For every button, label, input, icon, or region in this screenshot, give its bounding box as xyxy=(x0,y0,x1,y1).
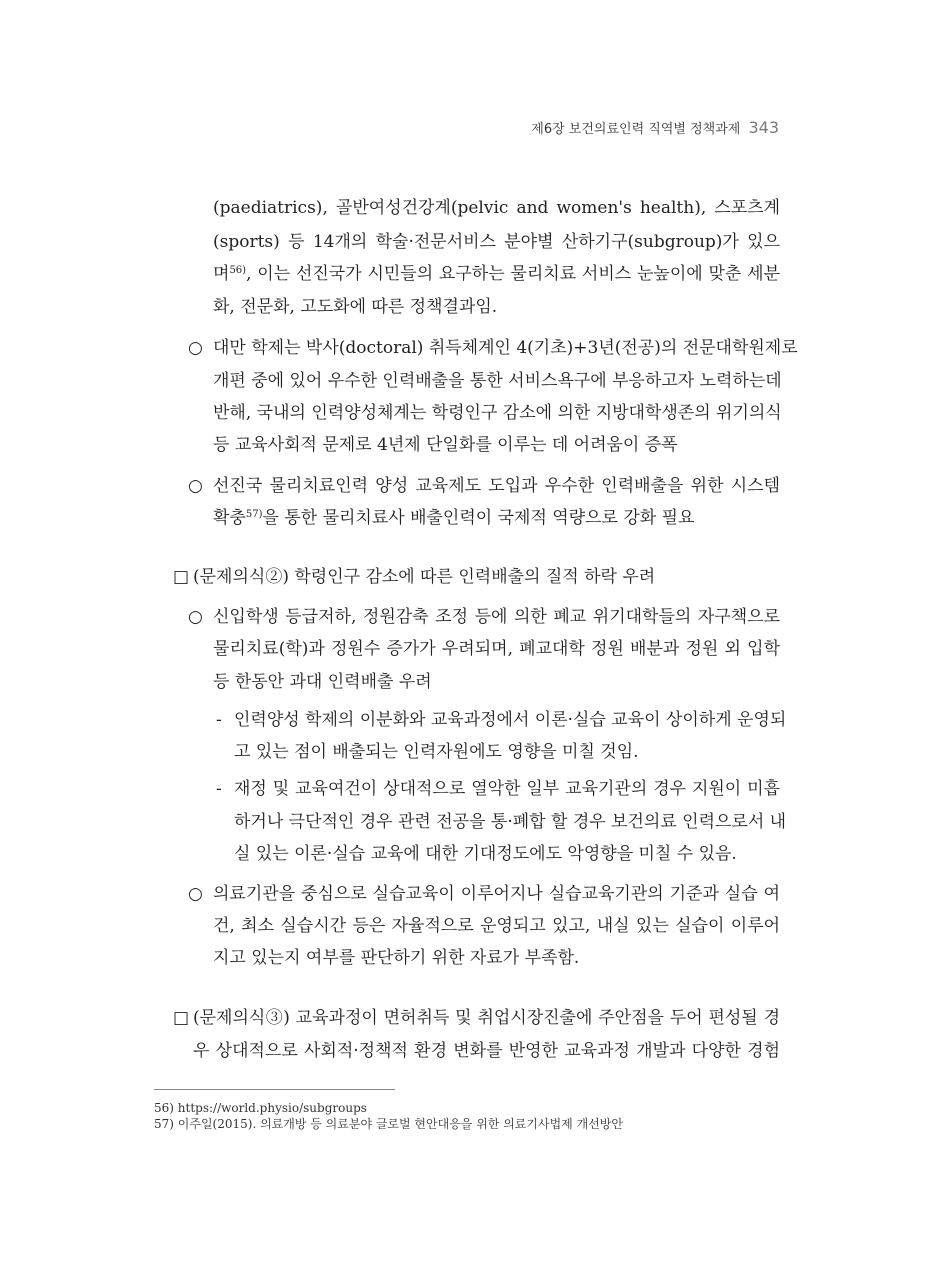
circle-bullet: ○ xyxy=(188,476,203,496)
dash-bullet: - xyxy=(216,779,222,799)
bullet-line: 물리치료(학)과 정원수 증가가 우려되며, 폐교대학 정원 배분과 정원 외 입학 xyxy=(213,639,780,659)
footnote-ref-56: 56) xyxy=(229,265,247,276)
dash-line: 실 있는 이론·실습 교육에 대한 기대정도에도 악영향을 미칠 수 있음. xyxy=(234,844,737,864)
square-bullet: □ xyxy=(173,1008,190,1028)
footnote-divider xyxy=(154,1089,395,1090)
footnote-57: 57) 이주일(2015). 의료개방 등 의료분야 글로벌 현안대응을 위한 의료기사법제 개선방안 xyxy=(154,1117,623,1131)
section-heading: (문제의식②) 학령인구 감소에 따른 인력배출의 질적 하락 우려 xyxy=(193,567,656,587)
bullet-line: 대만 학제는 박사(doctoral) 취득체계인 4(기초)+3년(전공)의 전문대학원제로 xyxy=(213,338,798,358)
bullet-line: 개편 중에 있어 우수한 인력배출을 통한 서비스욕구에 부응하고자 노력하는데 xyxy=(213,371,782,391)
bullet-line: 확충$^{57)}$을 통한 물리치료사 배출인력이 국제적 역량으로 강화 필요 xyxy=(213,508,695,528)
bullet-line: 지고 있는지 여부를 판단하기 위한 자료가 부족함. xyxy=(213,948,580,968)
section-heading: (문제의식③) 교육과정이 면허취득 및 취업시장진출에 주안점을 두어 편성될 경 xyxy=(193,1008,780,1028)
dash-bullet: - xyxy=(216,710,222,730)
section-heading: 우 상대적으로 사회적·정책적 환경 변화를 반영한 교육과정 개발과 다양한 경험 xyxy=(193,1041,780,1061)
bullet-line: 의료기관을 중심으로 실습교육이 이루어지나 실습교육기관의 기준과 실습 여 xyxy=(213,884,780,904)
bullet-line: 신입학생 등급저하, 정원감축 조정 등에 의한 폐교 위기대학들의 자구책으로 xyxy=(213,607,780,627)
circle-bullet: ○ xyxy=(188,607,203,627)
paragraph-line: 며$^{56)}$, 이는 선진국가 시민들의 요구하는 물리치료 서비스 눈높이에 맞춘 세분 xyxy=(213,264,780,284)
circle-bullet: ○ xyxy=(188,338,203,358)
dash-line: 인력양성 학제의 이분화와 교육과정에서 이론·실습 교육이 상이하게 운영되 xyxy=(234,710,787,730)
footnote-ref-57: 57) xyxy=(245,509,263,520)
bullet-line: 반해, 국내의 인력양성체계는 학령인구 감소에 의한 지방대학생존의 위기의식 xyxy=(213,403,782,423)
paragraph-line: (paediatrics), 골반여성건강계(pelvic and women's health), 스포츠계 xyxy=(213,198,780,218)
square-bullet: □ xyxy=(173,567,190,587)
circle-bullet: ○ xyxy=(188,884,203,904)
page-number: 343 xyxy=(748,118,779,137)
bullet-line: 등 교육사회적 문제로 4년제 단일화를 이루는 데 어려움이 증폭 xyxy=(213,435,678,455)
paragraph-line: (sports) 등 14개의 학술·전문서비스 분야별 산하기구(subgroup)가 있으 xyxy=(213,232,780,252)
dash-line: 고 있는 점이 배출되는 인력자원에도 영향을 미칠 것임. xyxy=(234,742,639,762)
bullet-line: 선진국 물리치료인력 양성 교육제도 도입과 우수한 인력배출을 위한 시스템 xyxy=(213,476,780,496)
chapter-title: 제6장 보건의료인력 직역별 정책과제 xyxy=(531,122,741,137)
footnote-56: 56) https://world.physio/subgroups xyxy=(154,1101,367,1115)
paragraph-line: 화, 전문화, 고도화에 따른 정책결과임. xyxy=(213,297,498,317)
dash-line: 하거나 극단적인 경우 관련 전공을 통·폐합 할 경우 보건의료 인력으로서 내 xyxy=(234,812,787,832)
bullet-line: 건, 최소 실습시간 등은 자율적으로 운영되고 있고, 내실 있는 실습이 이루어 xyxy=(213,916,780,936)
bullet-line: 등 한동안 과대 인력배출 우려 xyxy=(213,672,432,692)
running-header xyxy=(531,118,779,137)
dash-line: 재정 및 교육여건이 상대적으로 열악한 일부 교육기관의 경우 지원이 미흡 xyxy=(234,779,780,799)
